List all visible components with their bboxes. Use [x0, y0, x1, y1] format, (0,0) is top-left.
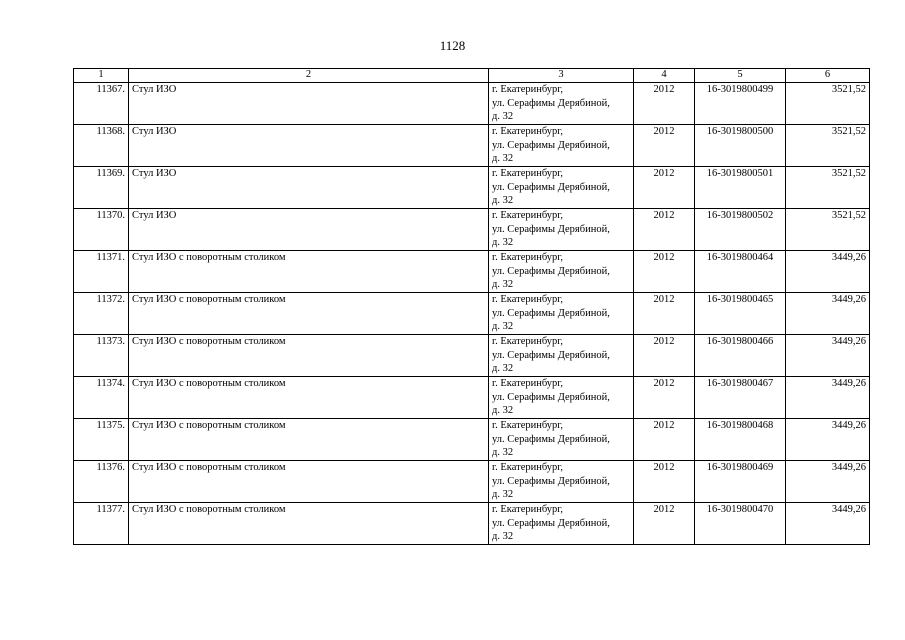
table-row: [74, 209, 870, 251]
item-cost: 3521,52: [786, 83, 870, 125]
address-line: д. 32: [492, 279, 514, 291]
item-year: 2012: [634, 335, 695, 377]
inventory-number: 16-3019800502: [695, 209, 786, 251]
row-number: 11375.: [74, 419, 129, 461]
row-number: 11368.: [74, 125, 129, 167]
table-row: [74, 167, 870, 209]
address-line: г. Екатеринбург,: [492, 420, 564, 431]
item-name: Стул ИЗО: [129, 125, 489, 167]
item-address: [489, 167, 634, 209]
item-address: [489, 335, 634, 377]
address-line: д. 32: [492, 111, 514, 123]
item-name: Стул ИЗО с поворотным столиком: [129, 293, 489, 335]
item-name: Стул ИЗО с поворотным столиком: [129, 419, 489, 461]
item-address: [489, 209, 634, 251]
inventory-number: 16-3019800464: [695, 251, 786, 293]
address-line: д. 32: [492, 237, 514, 249]
address-line: ул. Серафимы Дерябиной,: [492, 139, 610, 151]
row-number: 11369.: [74, 167, 129, 209]
item-year: 2012: [634, 83, 695, 125]
inventory-number: 16-3019800467: [695, 377, 786, 419]
table-row: [74, 251, 870, 293]
address-line: ул. Серафимы Дерябиной,: [492, 223, 610, 235]
item-year: 2012: [634, 167, 695, 209]
address-line: д. 32: [492, 531, 514, 543]
row-number: 11374.: [74, 377, 129, 419]
column-header: 3: [489, 69, 634, 83]
item-address: [489, 419, 634, 461]
table-row: [74, 125, 870, 167]
address-line: ул. Серафимы Дерябиной,: [492, 349, 610, 361]
row-number: 11377.: [74, 503, 129, 545]
row-number: 11376.: [74, 461, 129, 503]
address-line: д. 32: [492, 153, 514, 165]
address-line: ул. Серафимы Дерябиной,: [492, 391, 610, 403]
column-header: 5: [695, 69, 786, 83]
table-row: [74, 419, 870, 461]
inventory-number: 16-3019800466: [695, 335, 786, 377]
address-line: г. Екатеринбург,: [492, 294, 564, 305]
item-year: 2012: [634, 125, 695, 167]
table-row: [74, 377, 870, 419]
page-number: 1128: [439, 38, 466, 53]
item-name: Стул ИЗО с поворотным столиком: [129, 251, 489, 293]
table-row: [74, 83, 870, 125]
row-number: 11370.: [74, 209, 129, 251]
item-address: [489, 125, 634, 167]
column-header: 4: [634, 69, 695, 83]
item-address: [489, 377, 634, 419]
address-line: ул. Серафимы Дерябиной,: [492, 181, 610, 193]
item-address: [489, 503, 634, 545]
inventory-number: 16-3019800465: [695, 293, 786, 335]
item-name: Стул ИЗО: [129, 209, 489, 251]
item-year: 2012: [634, 377, 695, 419]
address-line: д. 32: [492, 363, 514, 375]
item-cost: 3521,52: [786, 125, 870, 167]
address-line: г. Екатеринбург,: [492, 504, 564, 515]
table-row: [74, 293, 870, 335]
row-number: 11367.: [74, 83, 129, 125]
item-address: [489, 251, 634, 293]
item-name: Стул ИЗО с поворотным столиком: [129, 377, 489, 419]
row-number: 11373.: [74, 335, 129, 377]
address-line: г. Екатеринбург,: [492, 210, 564, 221]
inventory-number: 16-3019800468: [695, 419, 786, 461]
table-row: [74, 461, 870, 503]
item-name: Стул ИЗО: [129, 167, 489, 209]
item-name: Стул ИЗО с поворотным столиком: [129, 503, 489, 545]
item-year: 2012: [634, 209, 695, 251]
address-line: г. Екатеринбург,: [492, 378, 564, 389]
inventory-number: 16-3019800469: [695, 461, 786, 503]
table-row: [74, 335, 870, 377]
column-header: 6: [786, 69, 870, 83]
item-year: 2012: [634, 293, 695, 335]
inventory-number: 16-3019800500: [695, 125, 786, 167]
address-line: ул. Серафимы Дерябиной,: [492, 97, 610, 109]
address-line: д. 32: [492, 405, 514, 417]
address-line: г. Екатеринбург,: [492, 84, 564, 95]
item-cost: 3521,52: [786, 209, 870, 251]
item-address: [489, 83, 634, 125]
row-number: 11372.: [74, 293, 129, 335]
inventory-number: 16-3019800499: [695, 83, 786, 125]
address-line: ул. Серафимы Дерябиной,: [492, 433, 610, 445]
address-line: ул. Серафимы Дерябиной,: [492, 475, 610, 487]
inventory-number: 16-3019800501: [695, 167, 786, 209]
column-header: 2: [129, 69, 489, 83]
address-line: г. Екатеринбург,: [492, 168, 564, 179]
property-table: [73, 68, 870, 545]
table-row: [74, 503, 870, 545]
item-address: [489, 293, 634, 335]
item-cost: 3449,26: [786, 461, 870, 503]
item-name: Стул ИЗО с поворотным столиком: [129, 335, 489, 377]
item-name: Стул ИЗО: [129, 83, 489, 125]
column-header: 1: [74, 69, 129, 83]
item-year: 2012: [634, 251, 695, 293]
address-line: д. 32: [492, 195, 514, 207]
address-line: д. 32: [492, 447, 514, 459]
address-line: г. Екатеринбург,: [492, 336, 564, 347]
item-year: 2012: [634, 419, 695, 461]
address-line: г. Екатеринбург,: [492, 252, 564, 263]
address-line: г. Екатеринбург,: [492, 462, 564, 473]
item-year: 2012: [634, 461, 695, 503]
table-body: [74, 83, 870, 545]
item-cost: 3449,26: [786, 377, 870, 419]
address-line: д. 32: [492, 321, 514, 333]
inventory-number: 16-3019800470: [695, 503, 786, 545]
item-cost: 3449,26: [786, 419, 870, 461]
address-line: ул. Серафимы Дерябиной,: [492, 307, 610, 319]
item-address: [489, 461, 634, 503]
item-cost: 3449,26: [786, 335, 870, 377]
item-year: 2012: [634, 503, 695, 545]
address-line: г. Екатеринбург,: [492, 126, 564, 137]
item-name: Стул ИЗО с поворотным столиком: [129, 461, 489, 503]
row-number: 11371.: [74, 251, 129, 293]
item-cost: 3449,26: [786, 503, 870, 545]
item-cost: 3449,26: [786, 293, 870, 335]
address-line: ул. Серафимы Дерябиной,: [492, 265, 610, 277]
item-cost: 3449,26: [786, 251, 870, 293]
address-line: ул. Серафимы Дерябиной,: [492, 517, 610, 529]
header-row: [74, 69, 870, 83]
item-cost: 3521,52: [786, 167, 870, 209]
address-line: д. 32: [492, 489, 514, 501]
